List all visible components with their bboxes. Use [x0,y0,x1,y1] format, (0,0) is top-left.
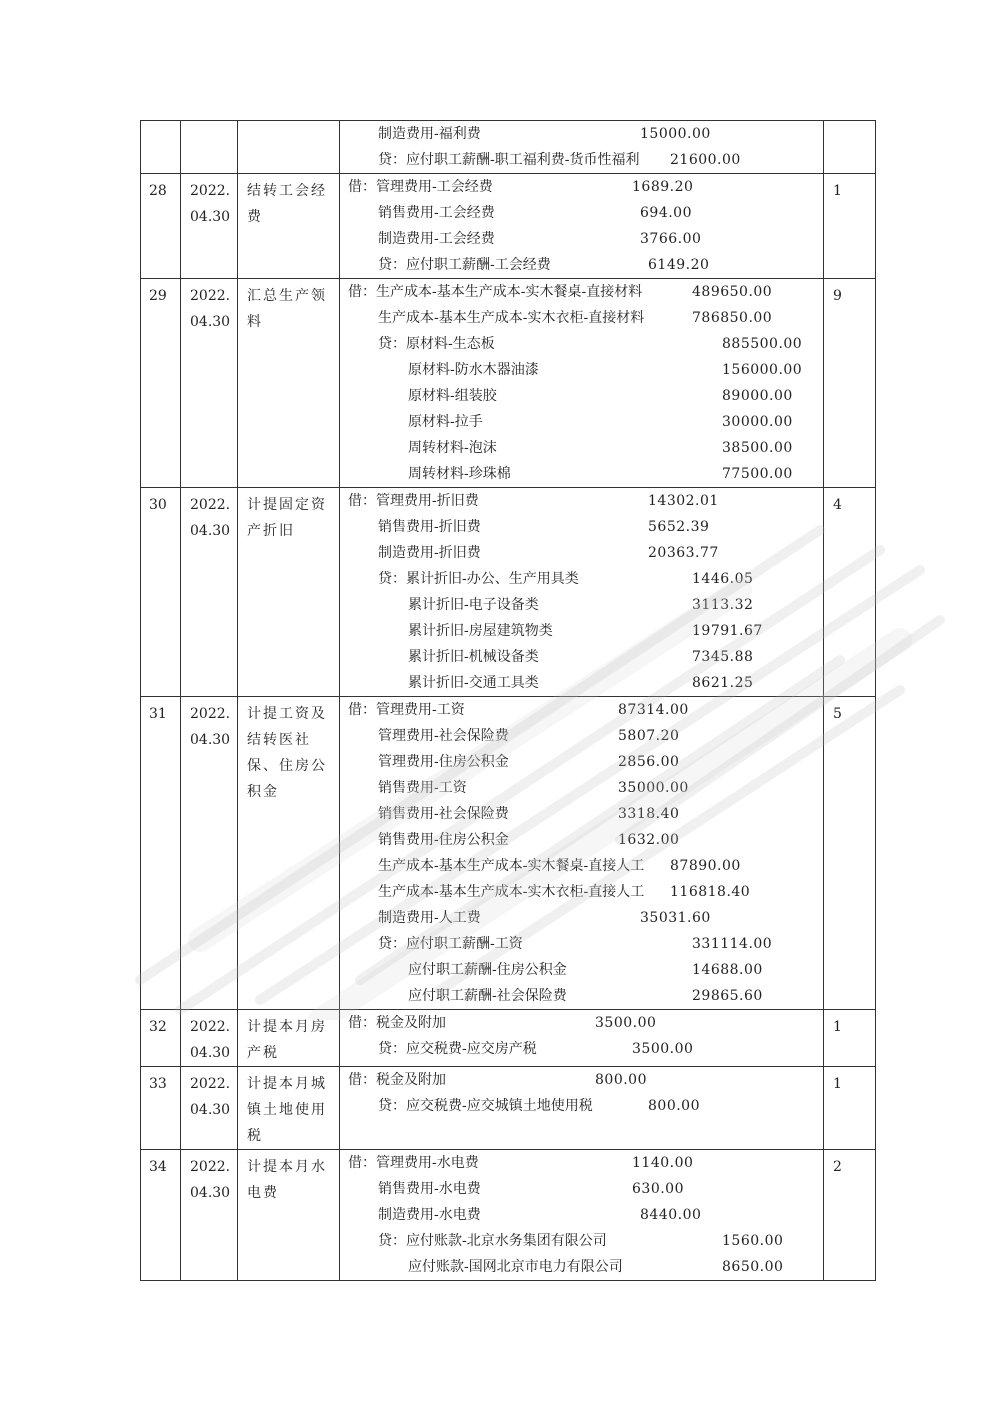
account-name: 应付职工薪酬-社会保险费 [408,988,567,1004]
attachment-count: 9 [824,279,876,488]
account-name: 制造费用-折旧费 [378,545,481,561]
date-year: 2022. [190,497,231,513]
account-name: 贷：应付账款-北京水务集团有限公司 [378,1233,607,1249]
journal-row [141,1010,876,1067]
account-name: 贷：应付职工薪酬-工会经费 [378,257,551,273]
journal-row [141,697,876,1010]
entry-summary: 计提固定资产折旧 [238,488,340,697]
account-name: 制造费用-人工费 [378,910,481,926]
entry-line [340,357,823,383]
amount: 14688.00 [692,962,763,978]
account-name: 制造费用-工会经费 [378,231,495,247]
entry-line [340,853,823,879]
journal-row [141,1067,876,1150]
amount: 1446.05 [692,571,754,587]
account-name: 借：生产成本-基本生产成本-实木餐桌-直接材料 [348,284,643,300]
voucher-number [141,121,181,174]
entry-lines [340,1010,824,1067]
entry-lines [340,174,824,279]
account-name: 借：税金及附加 [348,1072,446,1088]
account-name: 借：管理费用-水电费 [348,1155,479,1171]
amount: 6149.20 [648,257,710,273]
voucher-number: 29 [141,279,181,488]
entry-line [340,957,823,983]
entry-line [340,226,823,252]
account-name: 贷：应交税费-应交房产税 [378,1041,537,1057]
amount: 5807.20 [618,728,680,744]
voucher-number: 34 [141,1150,181,1281]
account-name: 借：管理费用-折旧费 [348,493,479,509]
entry-line [340,514,823,540]
account-name: 累计折旧-电子设备类 [408,597,539,613]
entry-lines [340,1150,824,1281]
amount: 1632.00 [618,832,680,848]
journal-row [141,488,876,697]
entry-line [340,147,823,173]
entry-line [340,801,823,827]
entry-line [340,1067,823,1093]
journal-row [141,174,876,279]
journal-row [141,279,876,488]
voucher-number: 33 [141,1067,181,1150]
entry-summary: 计提工资及结转医社保、住房公积金 [238,697,340,1010]
entry-line [340,174,823,200]
attachment-count: 1 [824,174,876,279]
journal-row [141,1150,876,1281]
account-name: 累计折旧-交通工具类 [408,675,539,691]
entry-line [340,644,823,670]
voucher-date [181,1150,238,1281]
entry-line [340,1150,823,1176]
amount: 8621.25 [692,675,754,691]
attachment-count: 4 [824,488,876,697]
date-year: 2022. [190,288,231,304]
account-name: 销售费用-社会保险费 [378,806,509,822]
amount: 3113.32 [692,597,754,613]
account-name: 应付账款-国网北京市电力有限公司 [408,1259,623,1275]
date-monthday: 04.30 [190,732,231,748]
account-name: 制造费用-福利费 [378,126,481,142]
amount: 885500.00 [722,336,803,352]
attachment-count [824,121,876,174]
account-name: 管理费用-住房公积金 [378,754,509,770]
account-name: 周转材料-珍珠棉 [408,466,511,482]
entry-line [340,827,823,853]
amount: 19791.67 [692,623,763,639]
amount: 489650.00 [692,284,773,300]
entry-line [340,409,823,435]
entry-line [340,1254,823,1280]
voucher-date [181,697,238,1010]
amount: 116818.40 [670,884,751,900]
account-name: 销售费用-水电费 [378,1181,481,1197]
entry-lines [340,279,824,488]
account-name: 制造费用-水电费 [378,1207,481,1223]
amount: 3500.00 [632,1041,694,1057]
account-name: 原材料-防水木器油漆 [408,362,539,378]
account-name: 贷：应付职工薪酬-工资 [378,936,523,952]
voucher-date [181,1067,238,1150]
entry-line [340,200,823,226]
amount: 630.00 [632,1181,684,1197]
attachment-count: 1 [824,1010,876,1067]
amount: 21600.00 [670,152,741,168]
voucher-number: 32 [141,1010,181,1067]
account-name: 累计折旧-房屋建筑物类 [408,623,553,639]
account-name: 贷：原材料-生态板 [378,336,495,352]
entry-lines [340,488,824,697]
account-name: 销售费用-住房公积金 [378,832,509,848]
entry-line [340,331,823,357]
amount: 29865.60 [692,988,763,1004]
entry-line [340,749,823,775]
entry-line [340,279,823,305]
amount: 35000.00 [618,780,689,796]
date-year: 2022. [190,183,231,199]
amount: 156000.00 [722,362,803,378]
account-name: 借：管理费用-工资 [348,702,465,718]
voucher-date [181,121,238,174]
entry-line [340,905,823,931]
account-name: 应付职工薪酬-住房公积金 [408,962,567,978]
amount: 694.00 [640,205,692,221]
voucher-number: 31 [141,697,181,1010]
attachment-count: 1 [824,1067,876,1150]
entry-line [340,305,823,331]
entry-line [340,592,823,618]
entry-line [340,566,823,592]
date-monthday: 04.30 [190,314,231,330]
amount: 2856.00 [618,754,680,770]
account-name: 管理费用-社会保险费 [378,728,509,744]
entry-line [340,252,823,278]
amount: 15000.00 [640,126,711,142]
account-name: 贷：累计折旧-办公、生产用具类 [378,571,579,587]
entry-summary: 结转工会经费 [238,174,340,279]
entry-summary: 计提本月城镇土地使用税 [238,1067,340,1150]
entry-line [340,775,823,801]
entry-lines [340,697,824,1010]
amount: 800.00 [648,1098,700,1114]
journal-table [140,120,876,1281]
amount: 3318.40 [618,806,680,822]
date-monthday: 04.30 [190,1102,231,1118]
entry-line [340,1093,823,1119]
date-monthday: 04.30 [190,209,231,225]
amount: 331114.00 [692,936,773,952]
amount: 87890.00 [670,858,741,874]
account-name: 销售费用-工会经费 [378,205,495,221]
entry-line [340,670,823,696]
journal-body [141,121,876,1281]
amount: 77500.00 [722,466,793,482]
voucher-number: 28 [141,174,181,279]
account-name: 累计折旧-机械设备类 [408,649,539,665]
account-name: 销售费用-工资 [378,780,467,796]
account-name: 原材料-拉手 [408,414,483,430]
entry-line [340,1202,823,1228]
entry-line [340,723,823,749]
account-name: 销售费用-折旧费 [378,519,481,535]
entry-line [340,931,823,957]
date-monthday: 04.30 [190,1185,231,1201]
amount: 1560.00 [722,1233,784,1249]
entry-line [340,879,823,905]
entry-line [340,618,823,644]
voucher-date [181,279,238,488]
date-monthday: 04.30 [190,523,231,539]
date-monthday: 04.30 [190,1045,231,1061]
amount: 35031.60 [640,910,711,926]
attachment-count: 5 [824,697,876,1010]
amount: 1689.20 [632,179,694,195]
attachment-count: 2 [824,1150,876,1281]
entry-line [340,383,823,409]
entry-line [340,1176,823,1202]
account-name: 生产成本-基本生产成本-实木餐桌-直接人工 [378,858,645,874]
entry-summary: 汇总生产领料 [238,279,340,488]
entry-lines [340,1067,824,1150]
entry-line [340,540,823,566]
date-year: 2022. [190,1159,231,1175]
voucher-date [181,488,238,697]
entry-line [340,1010,823,1036]
entry-line [340,983,823,1009]
entry-lines [340,121,824,174]
entry-summary: 计提本月水电费 [238,1150,340,1281]
amount: 1140.00 [632,1155,694,1171]
amount: 7345.88 [692,649,754,665]
account-name: 贷：应付职工薪酬-职工福利费-货币性福利 [378,152,640,168]
account-name: 贷：应交税费-应交城镇土地使用税 [378,1098,593,1114]
amount: 20363.77 [648,545,719,561]
entry-summary: 计提本月房产税 [238,1010,340,1067]
journal-row [141,121,876,174]
entry-line [340,1119,823,1145]
amount: 3500.00 [595,1015,657,1031]
entry-line [340,1036,823,1062]
amount: 89000.00 [722,388,793,404]
amount: 5652.39 [648,519,710,535]
amount: 3766.00 [640,231,702,247]
entry-line [340,121,823,147]
account-name: 周转材料-泡沫 [408,440,497,456]
entry-line [340,435,823,461]
account-name: 原材料-组装胶 [408,388,497,404]
amount: 38500.00 [722,440,793,456]
voucher-number: 30 [141,488,181,697]
voucher-date [181,1010,238,1067]
date-year: 2022. [190,1076,231,1092]
entry-line [340,488,823,514]
account-name: 生产成本-基本生产成本-实木衣柜-直接人工 [378,884,645,900]
amount: 8440.00 [640,1207,702,1223]
date-year: 2022. [190,706,231,722]
entry-line [340,1228,823,1254]
voucher-date [181,174,238,279]
amount: 30000.00 [722,414,793,430]
amount: 786850.00 [692,310,773,326]
account-name: 生产成本-基本生产成本-实木衣柜-直接材料 [378,310,645,326]
amount: 800.00 [595,1072,647,1088]
entry-summary [238,121,340,174]
entry-line [340,461,823,487]
amount: 87314.00 [618,702,689,718]
date-year: 2022. [190,1019,231,1035]
amount: 14302.01 [648,493,719,509]
amount: 8650.00 [722,1259,784,1275]
account-name: 借：管理费用-工会经费 [348,179,493,195]
entry-line [340,697,823,723]
account-name: 借：税金及附加 [348,1015,446,1031]
